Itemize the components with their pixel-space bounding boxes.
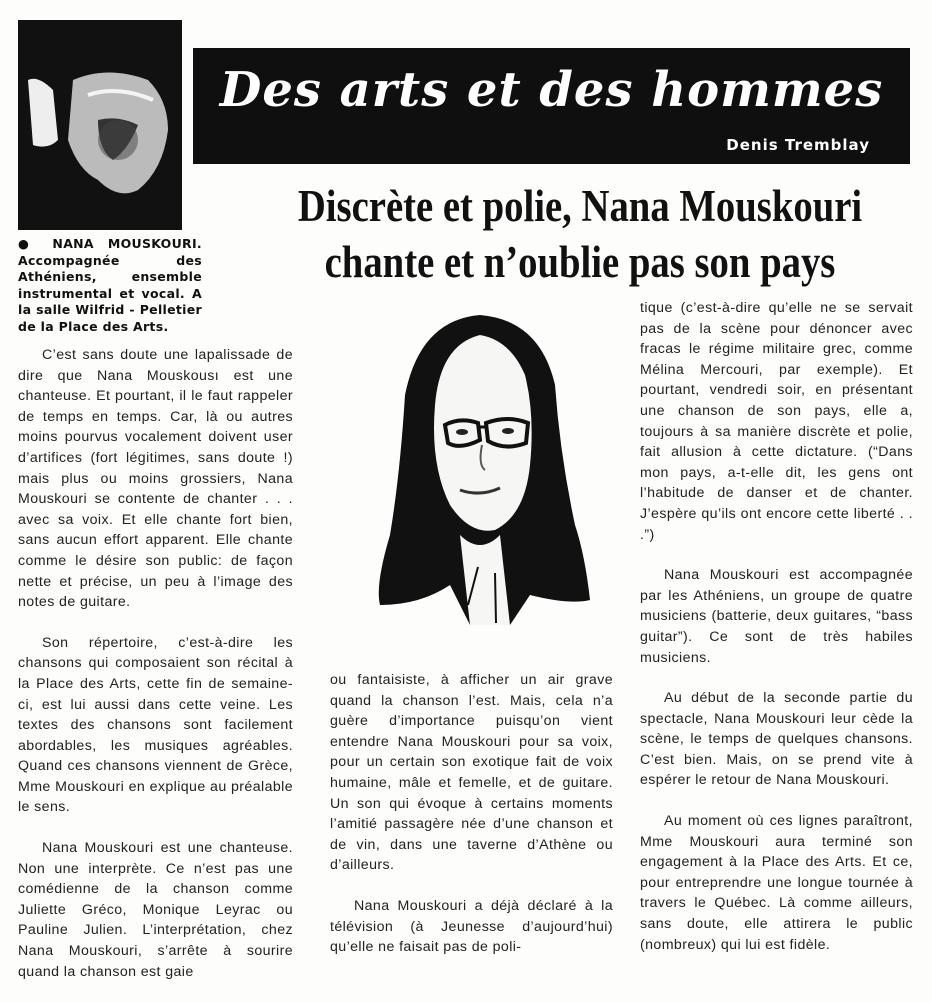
caption-lead: ● NANA MOUSKOURI. xyxy=(18,236,202,251)
article-column-3 xyxy=(640,298,913,975)
photo-caption xyxy=(18,236,202,335)
man-portrait-image xyxy=(18,20,182,230)
paragraph: Nana Mouskouri est accompagnée par les Athéniens, un groupe de quatre musiciens (batterie, deux guitares, “bass guitar”). Ce sont de très habiles musiciens. xyxy=(640,567,913,666)
photo-small-portrait xyxy=(18,20,182,230)
paragraph: Au début de la seconde partie du spectacle, Nana Mouskouri leur cède la scène, le temps de quelques chansons. C’est bien. Mais, on se prend vite à espérer le retour de Nana Mouskouri. xyxy=(640,690,913,789)
article-column-1 xyxy=(18,345,293,1002)
section-banner xyxy=(193,48,910,164)
paragraph: Son répertoire, c’est-à-dire les chansons qui composaient son récital à la Place des Arts, cette fin de semaine-ci, est lui aussi dans cette veine. Les textes des chansons sont facilement abordables, les musiques agréables. Quand ces chansons viennent de Grèce, Mme Mouskouri en explique au préalable le sens. xyxy=(18,634,293,816)
caption-text: Accompagnée des Athéniens, ensemble instrumental et vocal. A la salle Wilfrid - Pelletier de la Place des Arts. xyxy=(18,252,202,334)
article-column-2 xyxy=(330,670,613,978)
byline-author: Denis Tremblay xyxy=(726,136,870,154)
paragraph: Nana Mouskouri est une chanteuse. Non une interprète. Ce n’est pas une comédienne de la chanson comme Juliette Gréco, Monique Leyrac ou Pauline Julien. L’interprétation, chez Nana Mouskouri, s’arrête à sourire quand la chanson est gaie xyxy=(18,840,293,980)
woman-portrait-image xyxy=(360,305,600,645)
headline-line-2: chante et n’oublie pas son pays xyxy=(324,237,836,287)
paragraph: tique (c’est-à-dire qu’elle ne se servait pas de la scène pour dénoncer avec fracas le régime militaire grec, comme Mélina Mercouri, par exemple). Et pourtant, vendredi soir, en présentant une chanson de son pays, elle a, toujours à sa manière discrète et polie, fait allusion à cette dictature. (“Dans mon pays, a-t-elle dit, les gens ont l’habitude de danser et de chanter. J’espère qu’ils ont encore cette liberté . . .”) xyxy=(640,300,913,543)
article-headline xyxy=(279,178,881,290)
section-title: Des arts et des hommes xyxy=(219,62,884,118)
paragraph: ou fantaisiste, à afficher un air grave quand la chanson l’est. Mais, cela n’a guère d’importance puisqu’on vient entendre Nana Mouskouri pour sa voix, pour un certain son exotique fait de voix humaine, mâle et femelle, et de guitare. Un son qui évoque à certains moments l’amitié passagère née d’une chanson et de vin, dans une taverne d’Athène ou d’ailleurs. xyxy=(330,672,613,874)
paragraph: Nana Mouskouri a déjà déclaré à la télévision (à Jeunesse d’aujourd’hui) qu’elle ne faisait pas de poli- xyxy=(330,897,613,956)
paragraph: C’est sans doute une lapalissade de dire que Nana Mouskousı est une chanteuse. Et pourtant, il le faut rappeler de temps en temps. Car, là ou autres moins pourvus vocalement doivent user d’artifices (fort légitimes, sans doute !) mais plus ou moins grossiers, Nana Mouskouri se contente de chanter . . . avec sa voix. Et elle chante fort bien, sans aucun effort apparent. Elle chante comme le désire son public: de façon nette et précise, un peu à l’image des notes de guitare. xyxy=(18,347,293,611)
headline-line-1: Discrète et polie, Nana Mouskouri xyxy=(297,181,863,231)
paragraph: Au moment où ces lignes paraîtront, Mme Mouskouri aura terminé son engagement à la Place des Arts. Et ce, pour entreprendre une longue tournée à travers le Québec. Là comme ailleurs, sans doute, elle attirera le public (nombreux) qui lui est fidèle. xyxy=(640,813,913,953)
photo-main-portrait xyxy=(360,305,600,645)
